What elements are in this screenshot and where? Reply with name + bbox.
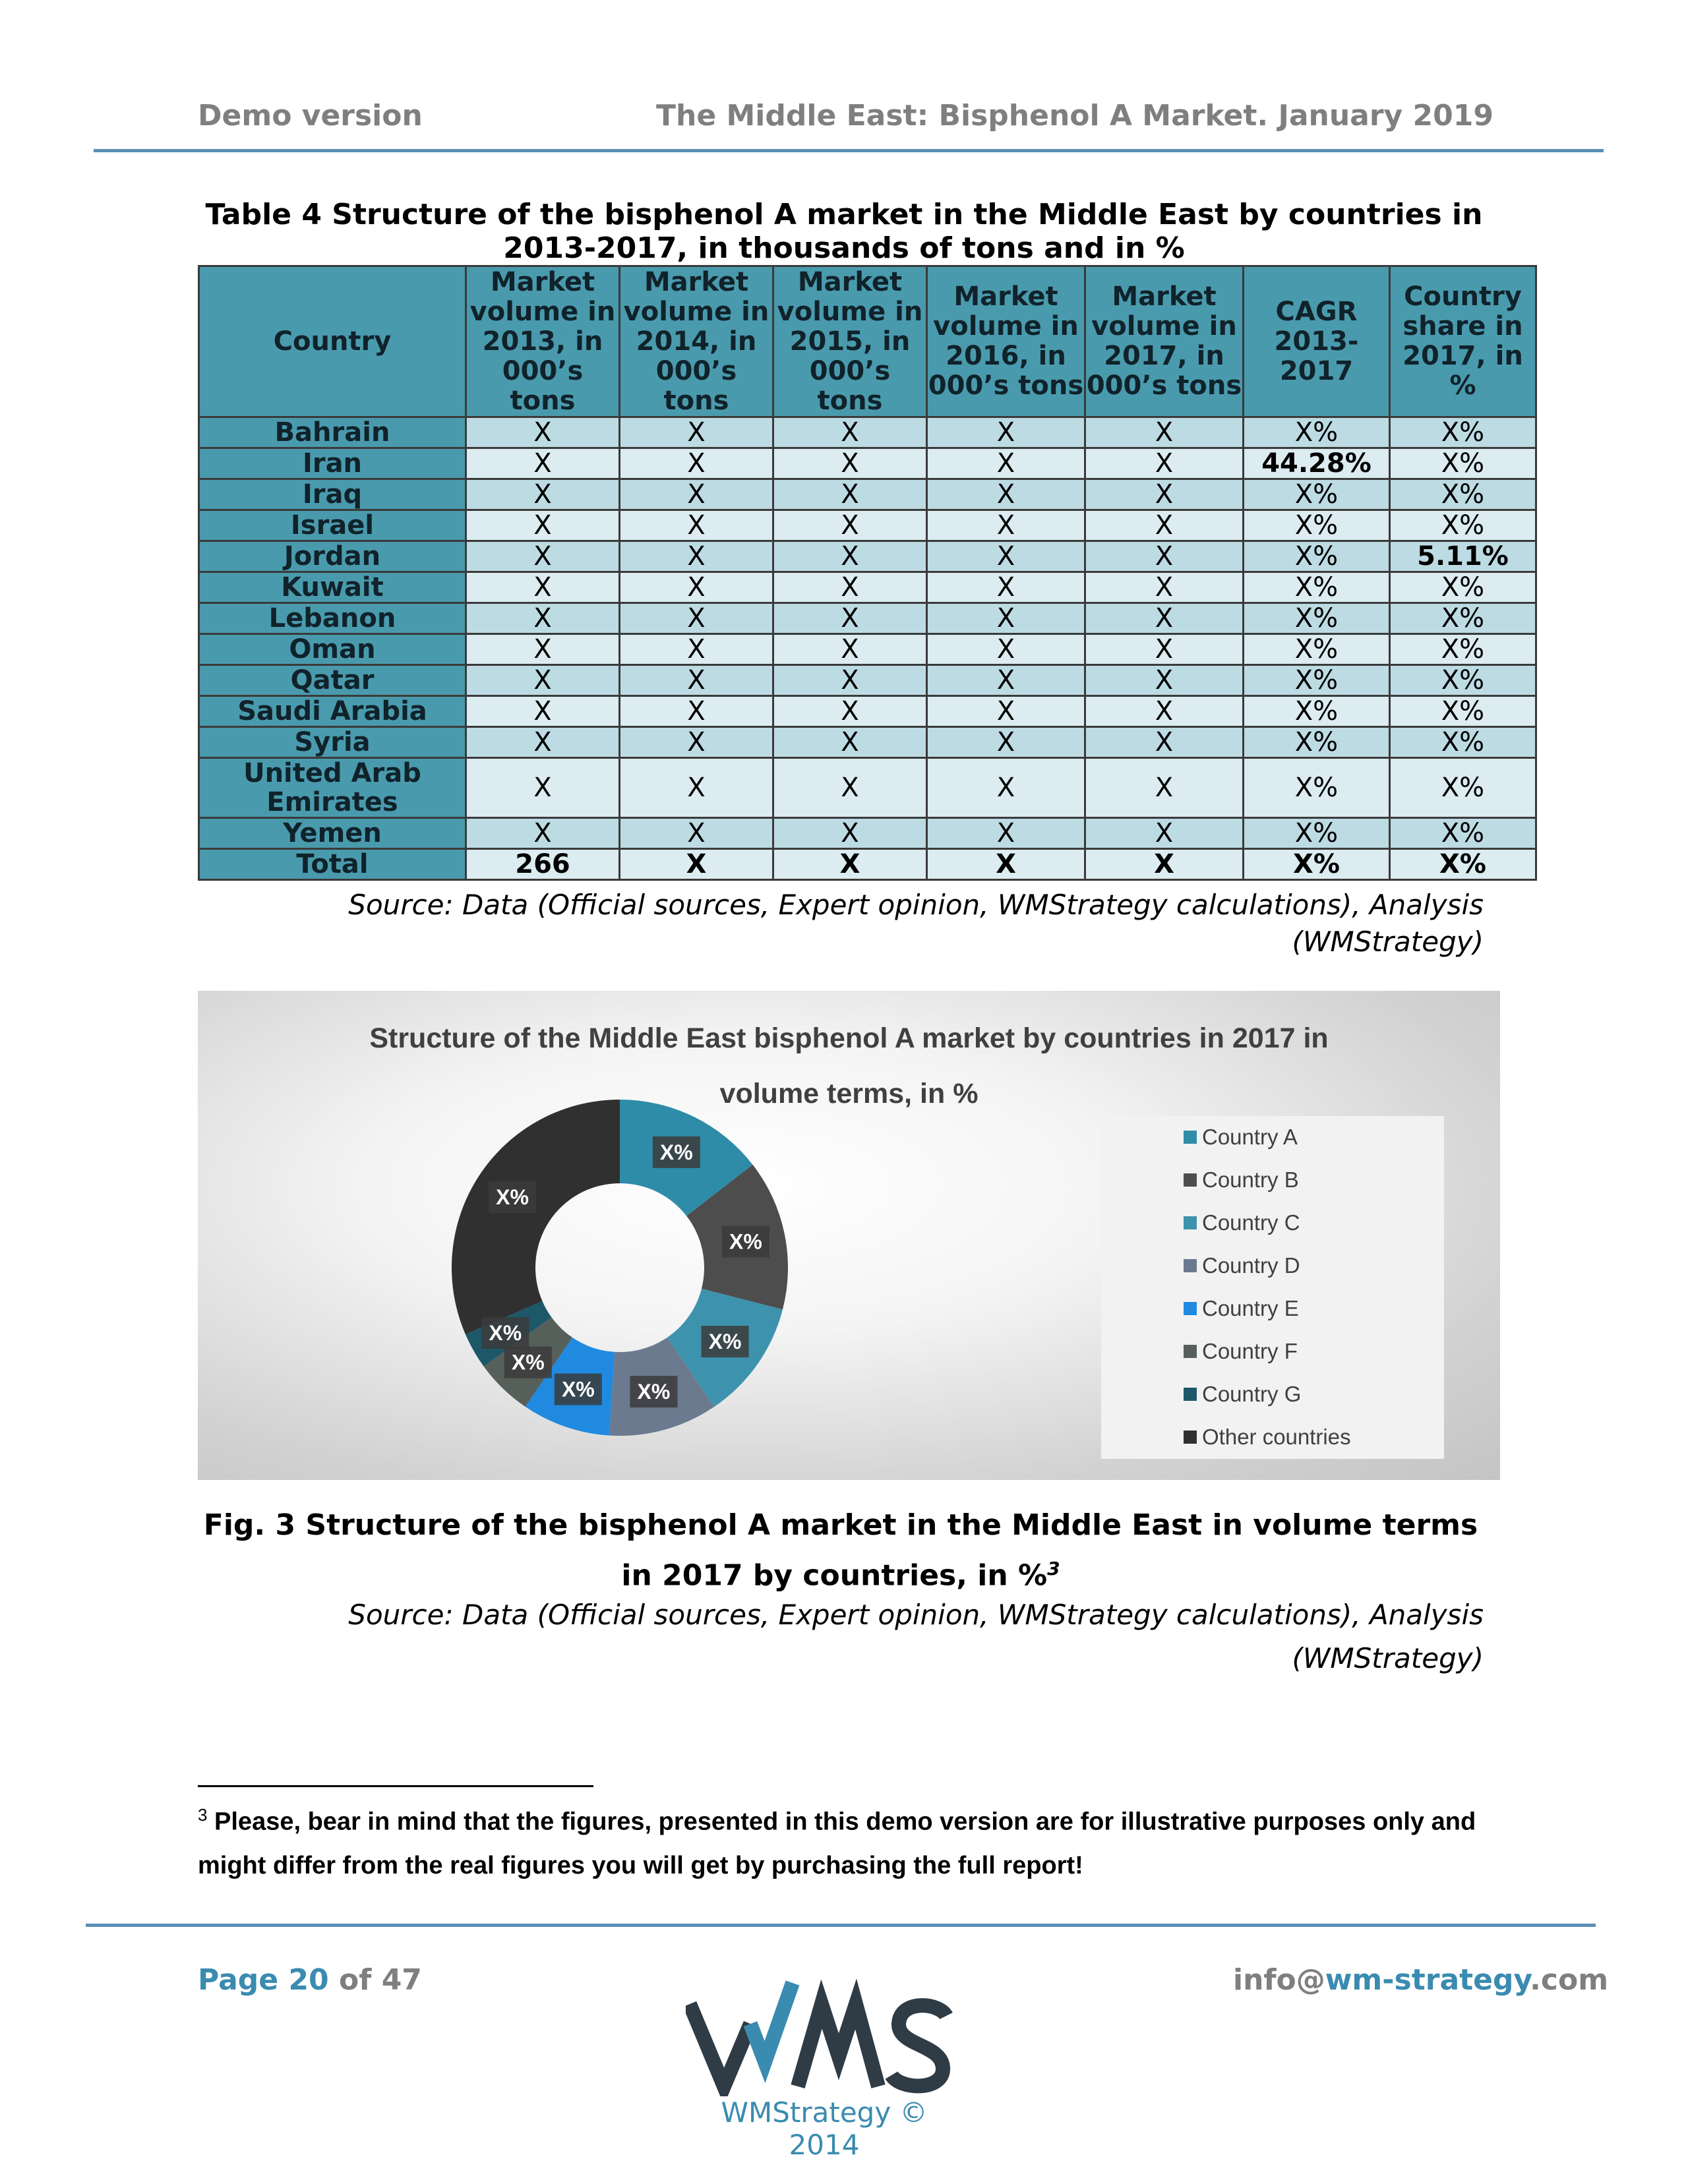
share-cell: X% xyxy=(1390,727,1536,758)
contact-email[interactable] xyxy=(1233,1963,1608,1997)
value-cell: X xyxy=(466,696,620,727)
value-cell: X xyxy=(773,510,927,541)
value-cell: X xyxy=(620,758,773,818)
legend-item xyxy=(1184,1381,1301,1407)
column-header: Market volume in 2015, in 000’s tons xyxy=(773,266,927,417)
legend-swatch xyxy=(1184,1131,1197,1144)
country-cell: Yemen xyxy=(199,818,466,849)
value-cell: X xyxy=(773,758,927,818)
share-cell: X% xyxy=(1390,510,1536,541)
legend-item xyxy=(1184,1167,1299,1193)
figure-caption xyxy=(198,1504,1484,1598)
legend-swatch xyxy=(1184,1345,1197,1358)
chart-title xyxy=(198,1011,1500,1121)
value-cell: X xyxy=(773,818,927,849)
page-number xyxy=(198,1963,422,1997)
country-cell: Total xyxy=(199,849,466,880)
legend-item xyxy=(1184,1338,1298,1365)
country-cell: United Arab Emirates xyxy=(199,758,466,818)
column-header: Market volume in 2014, in 000’s tons xyxy=(620,266,773,417)
legend-swatch xyxy=(1184,1431,1197,1444)
value-cell: X xyxy=(1085,417,1244,448)
country-cell: Lebanon xyxy=(199,603,466,634)
value-cell: X xyxy=(466,603,620,634)
chart-title-line-2: volume terms, in % xyxy=(719,1078,979,1109)
country-cell: Oman xyxy=(199,634,466,665)
slice-label-text: X% xyxy=(511,1350,545,1374)
legend-swatch xyxy=(1184,1216,1197,1229)
footnote-reference: 3 xyxy=(1047,1558,1060,1579)
footnote-divider xyxy=(198,1785,593,1787)
cagr-cell: X% xyxy=(1244,818,1390,849)
market-structure-table xyxy=(198,265,1537,881)
country-cell: Syria xyxy=(199,727,466,758)
figure-source-note: Source: Data (Official sources, Expert opinion, WMStrategy calculations), Analysis (WMStrategy) xyxy=(348,1599,1484,1674)
copyright-text: WMStrategy © 2014 xyxy=(721,2096,928,2161)
table-source-note: Source: Data (Official sources, Expert opinion, WMStrategy calculations), Analysis (WMStrategy) xyxy=(348,889,1484,958)
slice-label-6 xyxy=(504,1347,552,1378)
table-header-row xyxy=(199,266,1536,417)
table-title: Table 4 Structure of the bisphenol A market in the Middle East by countries in 2013-2017, in thousands of tons and in % xyxy=(205,198,1483,265)
country-cell: Jordan xyxy=(199,541,466,572)
share-cell: 5.11% xyxy=(1390,541,1536,572)
value-cell: X xyxy=(620,634,773,665)
table-row xyxy=(199,696,1536,727)
page-total: of 47 xyxy=(339,1963,422,1997)
table-total-row xyxy=(199,849,1536,880)
column-header: Country xyxy=(199,266,466,417)
value-cell: X xyxy=(927,541,1085,572)
table-row xyxy=(199,665,1536,696)
cagr-cell: X% xyxy=(1244,758,1390,818)
email-tld: .com xyxy=(1530,1963,1609,1997)
slice-label-3 xyxy=(702,1326,749,1357)
slice-label-4 xyxy=(630,1376,677,1407)
value-cell: X xyxy=(927,448,1085,479)
value-cell: X xyxy=(773,541,927,572)
country-cell: Iraq xyxy=(199,479,466,510)
value-cell: X xyxy=(1085,603,1244,634)
share-cell: X% xyxy=(1390,665,1536,696)
cagr-cell: X% xyxy=(1244,727,1390,758)
value-cell: X xyxy=(927,479,1085,510)
slice-label-text: X% xyxy=(496,1185,529,1209)
slice-label-text: X% xyxy=(729,1229,762,1254)
value-cell: X xyxy=(927,603,1085,634)
value-cell: X xyxy=(466,818,620,849)
value-cell: X xyxy=(927,572,1085,603)
value-cell: 266 xyxy=(466,849,620,880)
value-cell: X xyxy=(466,665,620,696)
table-row xyxy=(199,727,1536,758)
value-cell: X xyxy=(466,727,620,758)
legend-swatch xyxy=(1184,1302,1197,1315)
value-cell: X xyxy=(927,818,1085,849)
value-cell: X xyxy=(1085,541,1244,572)
column-header: Market volume in 2017, in 000’s tons xyxy=(1085,266,1244,417)
value-cell: X xyxy=(620,603,773,634)
email-domain: wm-strategy xyxy=(1325,1963,1530,1997)
value-cell: X xyxy=(1085,572,1244,603)
cagr-cell: X% xyxy=(1244,665,1390,696)
email-user: info@ xyxy=(1233,1963,1325,1997)
footnote-marker: 3 xyxy=(198,1805,208,1825)
value-cell: X xyxy=(927,849,1085,880)
value-cell: X xyxy=(773,572,927,603)
value-cell: X xyxy=(620,510,773,541)
legend-label: Country F xyxy=(1202,1339,1298,1363)
share-cell: X% xyxy=(1390,758,1536,818)
slice-label-7 xyxy=(481,1317,529,1349)
share-cell: X% xyxy=(1390,572,1536,603)
legend-item xyxy=(1184,1210,1300,1236)
slice-label-5 xyxy=(555,1373,602,1405)
legend-item xyxy=(1184,1295,1299,1322)
value-cell: X xyxy=(1085,758,1244,818)
value-cell: X xyxy=(466,758,620,818)
legend-item xyxy=(1184,1424,1351,1450)
table-row xyxy=(199,448,1536,479)
cagr-cell: X% xyxy=(1244,572,1390,603)
value-cell: X xyxy=(927,758,1085,818)
value-cell: X xyxy=(466,634,620,665)
legend-label: Country C xyxy=(1202,1210,1300,1235)
legend-swatch xyxy=(1184,1388,1197,1401)
cagr-cell: X% xyxy=(1244,510,1390,541)
value-cell: X xyxy=(773,727,927,758)
cagr-cell: X% xyxy=(1244,417,1390,448)
share-cell: X% xyxy=(1390,479,1536,510)
value-cell: X xyxy=(1085,448,1244,479)
value-cell: X xyxy=(1085,479,1244,510)
header-divider xyxy=(94,149,1604,152)
legend-item xyxy=(1184,1253,1300,1279)
footnote xyxy=(198,1793,1503,1887)
cagr-cell: X% xyxy=(1244,479,1390,510)
header-demo-label: Demo version xyxy=(198,99,423,133)
value-cell: X xyxy=(466,572,620,603)
value-cell: X xyxy=(1085,665,1244,696)
column-header: Country share in 2017, in % xyxy=(1390,266,1536,417)
footer-divider xyxy=(86,1924,1596,1927)
legend-label: Country B xyxy=(1202,1167,1299,1192)
legend-label: Country A xyxy=(1202,1125,1298,1149)
value-cell: X xyxy=(620,696,773,727)
value-cell: X xyxy=(773,849,927,880)
slice-label-text: X% xyxy=(561,1377,595,1402)
country-cell: Qatar xyxy=(199,665,466,696)
legend-item xyxy=(1184,1124,1298,1150)
slice-label-text: X% xyxy=(659,1140,693,1164)
column-header: Market volume in 2013, in 000’s tons xyxy=(466,266,620,417)
column-header: CAGR 2013-2017 xyxy=(1244,266,1390,417)
donut-svg xyxy=(442,1090,798,1446)
value-cell: X xyxy=(1085,849,1244,880)
cagr-cell: X% xyxy=(1244,849,1390,880)
slice-label-8 xyxy=(489,1181,536,1213)
footnote-text: Please, bear in mind that the figures, presented in this demo version are for illustrative purposes only and might differ from the real figures you will get by purchasing the full report! xyxy=(198,1808,1476,1879)
cagr-cell: X% xyxy=(1244,541,1390,572)
share-cell: X% xyxy=(1390,849,1536,880)
donut-slice-8 xyxy=(452,1100,620,1334)
header-report-title: The Middle East: Bisphenol A Market. January 2019 xyxy=(656,99,1494,133)
country-cell: Kuwait xyxy=(199,572,466,603)
value-cell: X xyxy=(620,572,773,603)
value-cell: X xyxy=(1085,510,1244,541)
legend-label: Country G xyxy=(1202,1382,1302,1406)
table-row xyxy=(199,479,1536,510)
legend-label: Country D xyxy=(1202,1253,1300,1278)
value-cell: X xyxy=(927,665,1085,696)
table-row xyxy=(199,758,1536,818)
table-row xyxy=(199,572,1536,603)
chart-legend xyxy=(1101,1116,1444,1459)
country-cell: Saudi Arabia xyxy=(199,696,466,727)
value-cell: X xyxy=(773,696,927,727)
figure-caption-text: Fig. 3 Structure of the bisphenol A market in the Middle East in volume terms in 2017 by countries, in % xyxy=(203,1508,1478,1593)
table-row xyxy=(199,510,1536,541)
legend-swatch xyxy=(1184,1173,1197,1187)
value-cell: X xyxy=(620,479,773,510)
table-row xyxy=(199,417,1536,448)
value-cell: X xyxy=(1085,727,1244,758)
page-current: 20 xyxy=(288,1963,329,1997)
value-cell: X xyxy=(773,665,927,696)
donut-chart xyxy=(198,991,1500,1480)
slice-label-text: X% xyxy=(489,1321,522,1345)
value-cell: X xyxy=(773,479,927,510)
value-cell: X xyxy=(773,448,927,479)
value-cell: X xyxy=(1085,818,1244,849)
value-cell: X xyxy=(466,541,620,572)
share-cell: X% xyxy=(1390,417,1536,448)
value-cell: X xyxy=(773,603,927,634)
column-header: Market volume in 2016, in 000’s tons xyxy=(927,266,1085,417)
cagr-cell: X% xyxy=(1244,603,1390,634)
share-cell: X% xyxy=(1390,818,1536,849)
slice-label-text: X% xyxy=(708,1330,742,1354)
share-cell: X% xyxy=(1390,603,1536,634)
value-cell: X xyxy=(927,696,1085,727)
country-cell: Israel xyxy=(199,510,466,541)
legend-swatch xyxy=(1184,1259,1197,1272)
slice-label-text: X% xyxy=(637,1380,671,1404)
value-cell: X xyxy=(927,634,1085,665)
value-cell: X xyxy=(773,634,927,665)
table-row xyxy=(199,603,1536,634)
table-row xyxy=(199,818,1536,849)
share-cell: X% xyxy=(1390,448,1536,479)
value-cell: X xyxy=(620,448,773,479)
cagr-cell: 44.28% xyxy=(1244,448,1390,479)
share-cell: X% xyxy=(1390,634,1536,665)
chart-title-line-1: Structure of the Middle East bisphenol A market by countries in 2017 in xyxy=(369,1022,1329,1054)
value-cell: X xyxy=(620,849,773,880)
country-cell: Bahrain xyxy=(199,417,466,448)
value-cell: X xyxy=(620,727,773,758)
value-cell: X xyxy=(1085,634,1244,665)
table-row xyxy=(199,541,1536,572)
country-cell: Iran xyxy=(199,448,466,479)
legend-label: Country E xyxy=(1202,1296,1299,1320)
value-cell: X xyxy=(773,417,927,448)
table-row xyxy=(199,634,1536,665)
value-cell: X xyxy=(620,541,773,572)
slice-label-1 xyxy=(653,1136,700,1168)
value-cell: X xyxy=(1085,696,1244,727)
slice-label-2 xyxy=(722,1225,769,1257)
value-cell: X xyxy=(927,510,1085,541)
value-cell: X xyxy=(466,510,620,541)
value-cell: X xyxy=(927,727,1085,758)
value-cell: X xyxy=(620,417,773,448)
wms-logo xyxy=(686,1978,963,2096)
value-cell: X xyxy=(466,448,620,479)
value-cell: X xyxy=(620,818,773,849)
value-cell: X xyxy=(620,665,773,696)
page-label: Page xyxy=(198,1963,279,1997)
cagr-cell: X% xyxy=(1244,634,1390,665)
value-cell: X xyxy=(466,417,620,448)
cagr-cell: X% xyxy=(1244,696,1390,727)
legend-label: Other countries xyxy=(1202,1425,1351,1449)
value-cell: X xyxy=(927,417,1085,448)
share-cell: X% xyxy=(1390,696,1536,727)
value-cell: X xyxy=(466,479,620,510)
